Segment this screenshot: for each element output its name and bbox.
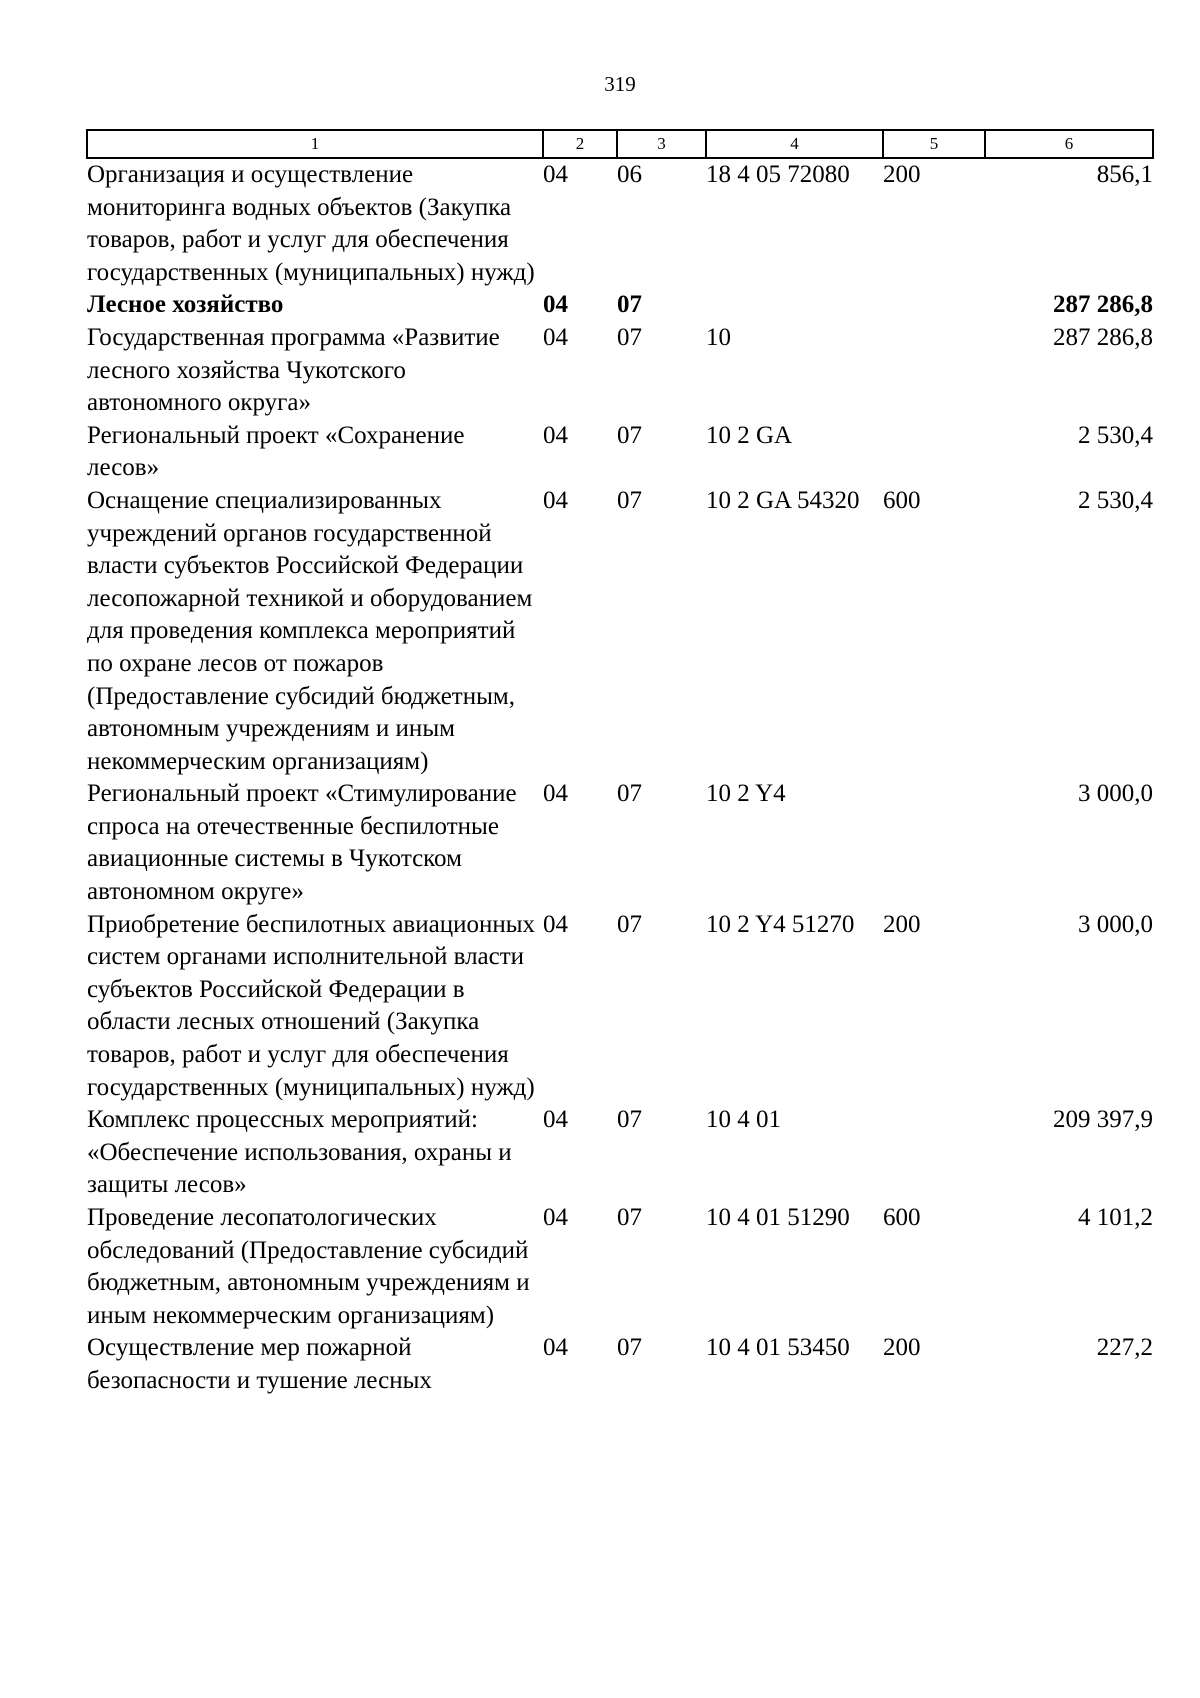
row-name: Организация и осуществление мониторинга водных объектов (Закупка товаров, работ и услуг для обеспечения государственных (муниципальных) нужд) (87, 161, 535, 286)
row-name: Региональный проект «Стимулирование спроса на отечественные беспилотные авиационные системы в Чукотском автономном округе» (87, 780, 517, 906)
table-row (87, 1104, 1153, 1202)
row-name: Лесное хозяйство (87, 291, 284, 319)
row-expense-type (883, 289, 985, 322)
row-target-code: 10 4 01 (706, 1106, 781, 1134)
row-section: 04 (543, 421, 568, 449)
table-row (87, 158, 1153, 289)
row-section: 04 (543, 323, 568, 351)
row-expense-type (883, 1104, 985, 1202)
row-target-code: 18 4 05 72080 (706, 161, 850, 188)
row-section: 04 (543, 1334, 568, 1362)
row-subsection: 06 (617, 161, 642, 188)
row-section: 04 (543, 910, 568, 938)
table-row (87, 420, 1153, 485)
table-row (87, 322, 1153, 420)
table-row (87, 1332, 1153, 1397)
row-section: 04 (543, 291, 568, 319)
page-number: 319 (604, 72, 636, 96)
row-target-code: 10 2 Y4 (706, 780, 786, 808)
row-amount: 2 530,4 (1078, 486, 1153, 514)
row-expense-type: 200 (883, 1334, 921, 1362)
row-amount: 209 397,9 (1053, 1106, 1153, 1134)
table-header (87, 130, 1153, 158)
row-expense-type: 200 (883, 161, 921, 188)
row-expense-type (883, 420, 985, 485)
row-expense-type: 600 (883, 486, 921, 514)
table-body (87, 158, 1153, 1398)
row-subsection: 07 (617, 421, 642, 449)
row-section: 04 (543, 1106, 568, 1134)
row-target-code: 10 4 01 53450 (706, 1334, 850, 1362)
row-amount: 227,2 (1096, 1334, 1153, 1362)
row-section: 04 (543, 486, 568, 514)
row-subsection: 07 (617, 1106, 642, 1134)
row-name: Комплекс процессных мероприятий: «Обеспечение использования, охраны и защиты лесов» (87, 1106, 512, 1199)
row-subsection: 07 (617, 323, 642, 351)
row-name: Осуществление мер пожарной безопасности и тушение лесных (87, 1334, 432, 1394)
row-subsection: 07 (617, 780, 642, 808)
row-name: Региональный проект «Сохранение лесов» (87, 421, 465, 482)
row-target-code: 10 2 GA 54320 (706, 486, 860, 514)
row-subsection: 07 (617, 910, 642, 938)
table-row (87, 289, 1153, 322)
header-col-4: 4 (706, 130, 883, 158)
row-expense-type: 600 (883, 1204, 921, 1231)
table-row (87, 1202, 1153, 1332)
row-expense-type (883, 778, 985, 908)
row-amount: 3 000,0 (1078, 780, 1153, 808)
budget-table (86, 129, 1154, 1398)
row-target-code (706, 289, 883, 322)
row-target-code: 10 (706, 323, 731, 351)
header-col-5: 5 (883, 130, 985, 158)
row-section: 04 (543, 1204, 568, 1231)
row-expense-type: 200 (883, 910, 921, 938)
row-subsection: 07 (617, 1334, 642, 1362)
row-section: 04 (543, 780, 568, 808)
header-col-3: 3 (617, 130, 706, 158)
row-subsection: 07 (617, 1204, 642, 1231)
row-expense-type (883, 322, 985, 420)
header-col-2: 2 (543, 130, 617, 158)
header-row (87, 130, 1153, 158)
table-row (87, 485, 1153, 778)
row-target-code: 10 2 Y4 51270 (706, 910, 855, 938)
row-name: Проведение лесопатологических обследований (Предоставление субсидий бюджетным, автономным учреждениям и иным некоммерческим организациям) (87, 1204, 530, 1329)
header-col-6: 6 (985, 130, 1153, 158)
row-amount: 4 101,2 (1078, 1204, 1153, 1231)
row-section: 04 (543, 161, 568, 188)
row-name: Приобретение беспилотных авиационных систем органами исполнительной власти субъектов Российской Федерации в области лесных отношений (Закупка товаров, работ и услуг для обеспечения государственных (муниципальных) нужд) (87, 910, 536, 1101)
row-name: Оснащение специализированных учреждений органов государственной власти субъектов Российской Федерации лесопожарной техникой и оборудованием для проведения комплекса мероприятий по охране лесов от пожаров (Предоставление субсидий бюджетным, автономным учреждениям и иным некоммерческим организациям) (87, 486, 533, 775)
row-amount: 287 286,8 (1053, 323, 1153, 351)
row-target-code: 10 2 GA (706, 421, 793, 449)
row-amount: 856,1 (1096, 161, 1153, 188)
header-col-1: 1 (87, 130, 543, 158)
row-amount: 3 000,0 (1078, 910, 1153, 938)
table-row (87, 909, 1153, 1105)
row-subsection: 07 (617, 291, 642, 319)
table-row (87, 778, 1153, 908)
row-amount: 287 286,8 (1053, 291, 1153, 319)
row-amount: 2 530,4 (1078, 421, 1153, 449)
row-name: Государственная программа «Развитие лесного хозяйства Чукотского автономного округа» (87, 323, 500, 417)
row-subsection: 07 (617, 486, 642, 514)
row-target-code: 10 4 01 51290 (706, 1204, 850, 1231)
